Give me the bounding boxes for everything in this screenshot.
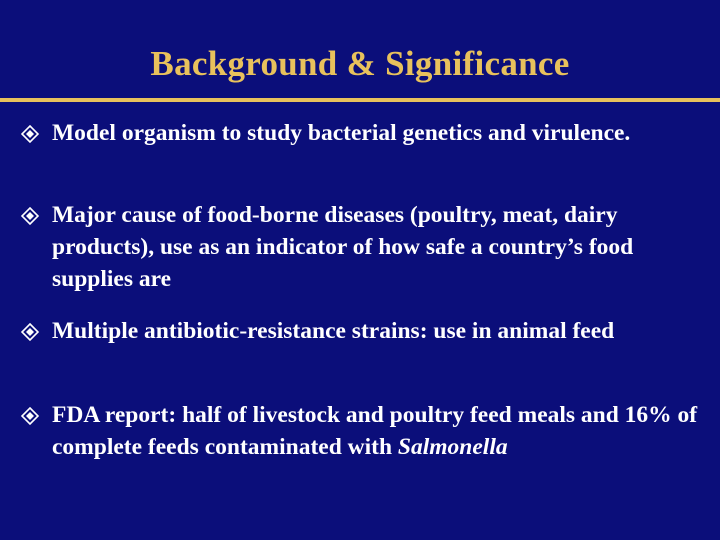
title-divider (0, 98, 720, 102)
bullet-text: Model organism to study bacterial genetics and virulence. (52, 120, 631, 146)
bullet-text-main: FDA report: half of livestock and poultry feed meals and 16% of complete feeds contaminated with (52, 402, 698, 460)
diamond-bullet-icon (21, 323, 39, 341)
bullet-text: Major cause of food-borne diseases (poultry, meat, dairy products), use as an indicator of how safe a country’s food supplies are (52, 202, 634, 292)
bullet-text-italic: Salmonella (397, 434, 508, 460)
bullet-text: Multiple antibiotic-resistance strains: use in animal feed (52, 318, 615, 344)
diamond-bullet-icon (21, 125, 39, 143)
bullet-text (52, 399, 702, 463)
diamond-bullet-icon (21, 207, 39, 225)
diamond-bullet-icon (21, 407, 39, 425)
slide-title: Background & Significance (150, 44, 570, 83)
